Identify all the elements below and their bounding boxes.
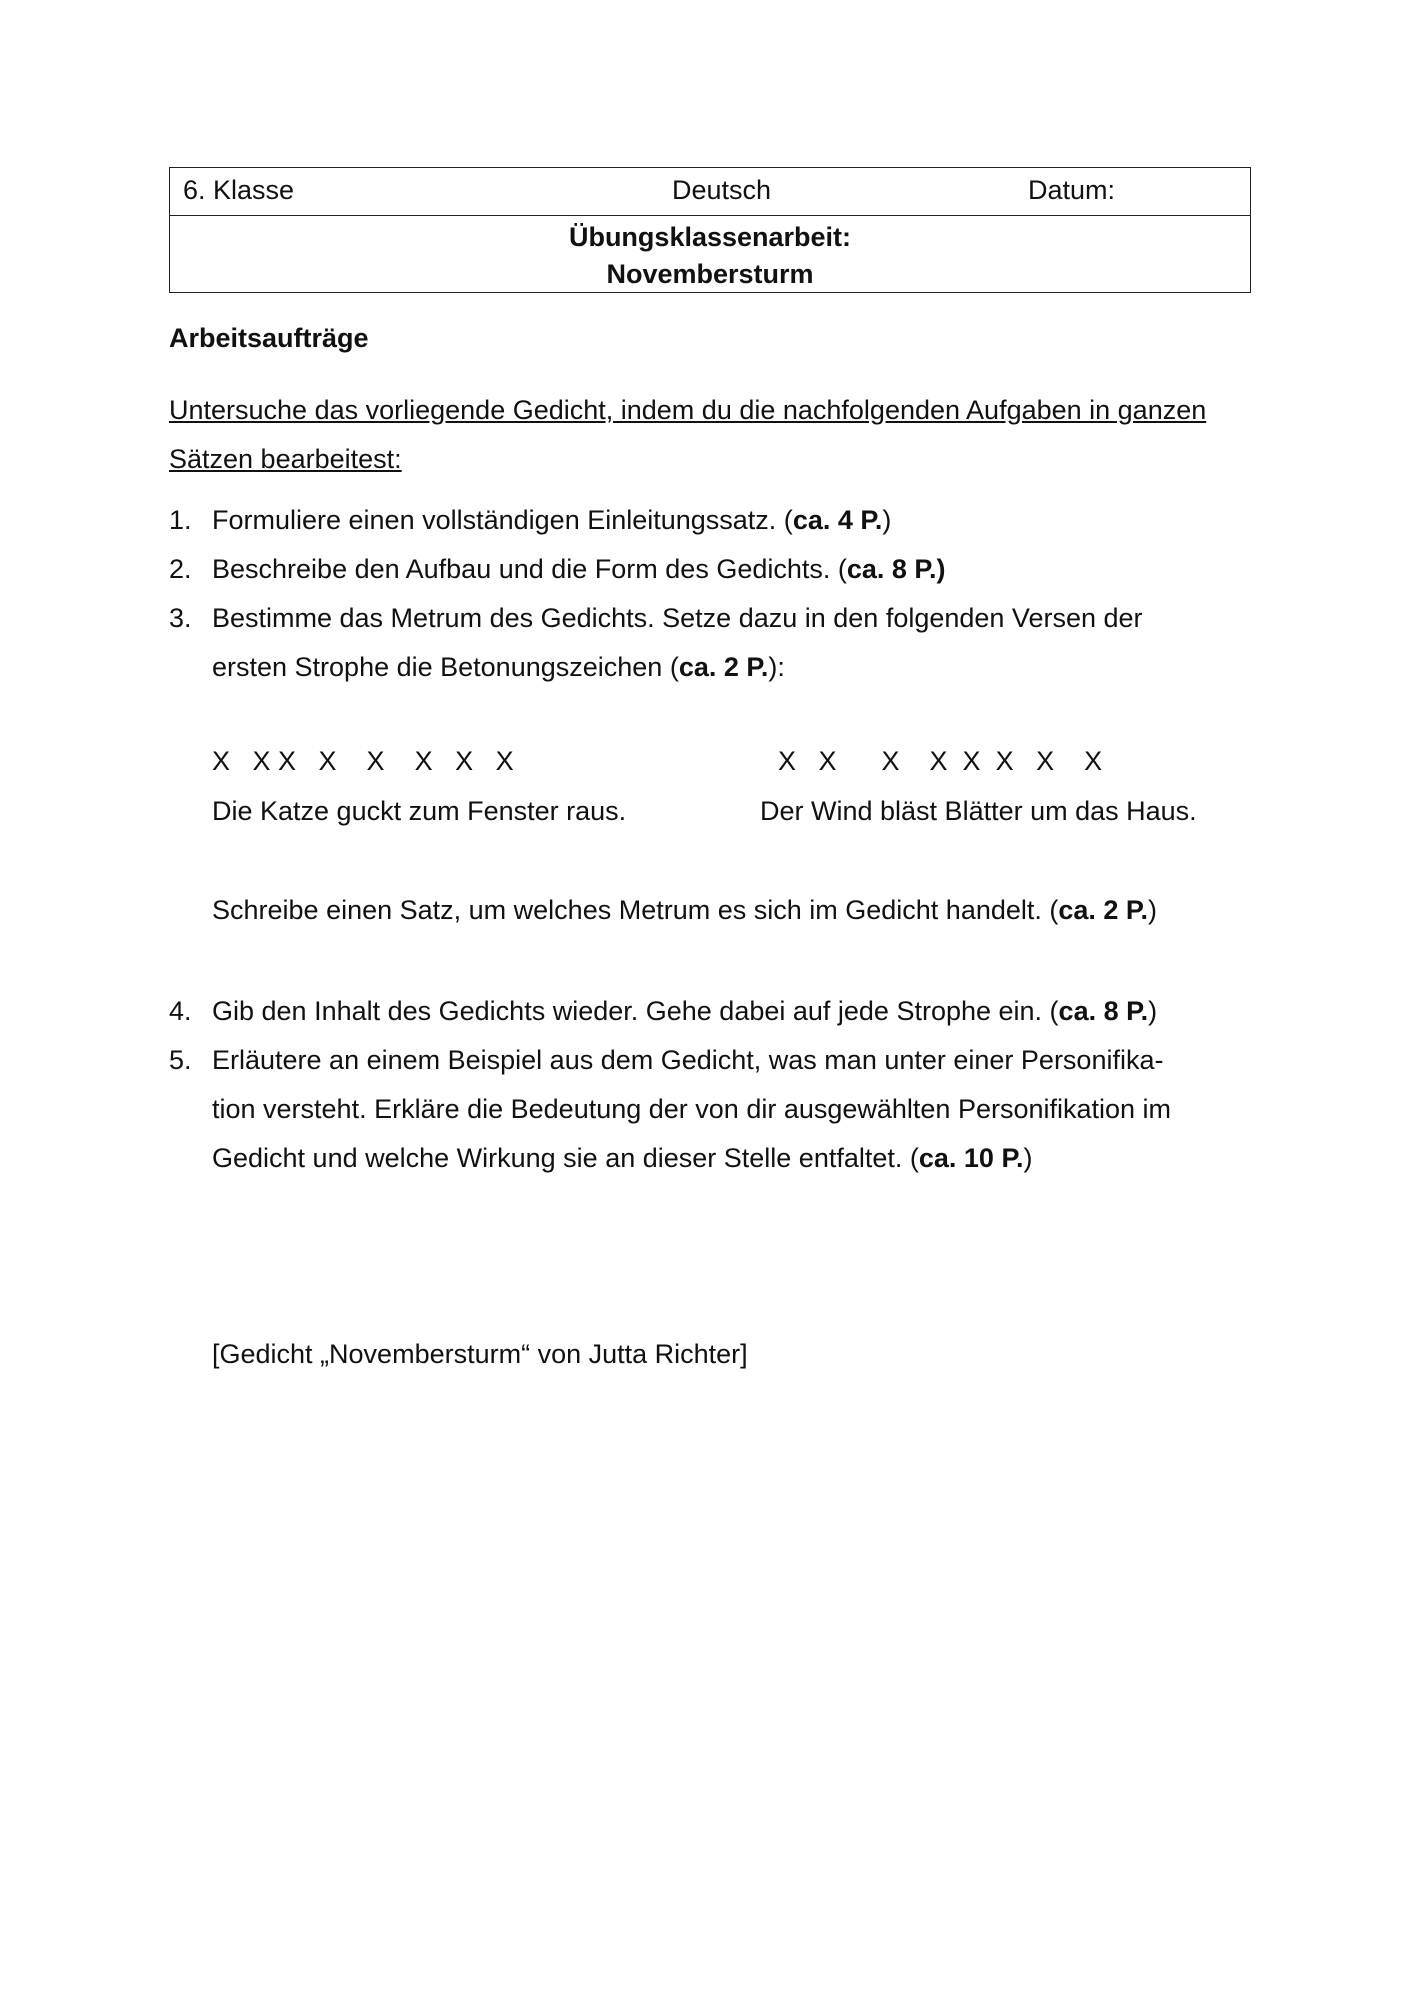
task-text-line-1: Bestimme das Metrum des Gedichts. Setze dazu in den folgenden Versen der <box>212 603 1143 633</box>
points-label: ca. 4 P. <box>792 505 883 535</box>
points-label: ca. 2 P. <box>1058 895 1148 925</box>
header-table <box>169 167 1251 293</box>
exam-subtitle: Novembersturm <box>606 259 814 289</box>
points-label: ca. 2 P. <box>678 652 769 682</box>
verse-right: Der Wind bläst Blätter um das Haus. <box>760 796 1197 826</box>
points-label: ca. 10 P. <box>918 1143 1024 1173</box>
stress-marks-right: X X X X X X X X <box>778 746 1103 776</box>
instruction-text <box>169 386 1206 484</box>
task-number: 3. <box>169 603 192 633</box>
header-title-row <box>170 216 1250 292</box>
task-number: 1. <box>169 505 192 535</box>
task-number: 4. <box>169 996 192 1026</box>
task-text-line-3: Gedicht und welche Wirkung sie an dieser Stelle entfaltet. (ca. 10 P.) <box>212 1143 1033 1173</box>
task-text-line-2: tion versteht. Erkläre die Bedeutung der von dir ausgewählten Personifikation im <box>212 1094 1172 1124</box>
subject-label: Deutsch <box>672 175 772 205</box>
task-text-line-1: Erläutere an einem Beispiel aus dem Gedicht, was man unter einer Personifika- <box>212 1045 1164 1075</box>
task-text: Formuliere einen vollständigen Einleitungssatz. (ca. 4 P.) <box>212 505 892 535</box>
instruction-line-2: Sätzen bearbeitest: <box>169 444 402 474</box>
task-3-followup: Schreibe einen Satz, um welches Metrum es sich im Gedicht handelt. (ca. 2 P.) <box>212 895 1157 925</box>
date-label: Datum: <box>1028 175 1116 205</box>
task-number: 2. <box>169 554 192 584</box>
points-label: ca. 8 P.) <box>846 554 946 584</box>
task-text: Beschreibe den Aufbau und die Form des Gedichts. (ca. 8 P.) <box>212 554 946 584</box>
section-title: Arbeitsaufträge <box>169 323 369 353</box>
poem-reference: [Gedicht „Novembersturm“ von Jutta Richter] <box>212 1339 748 1369</box>
task-text: Gib den Inhalt des Gedichts wieder. Gehe dabei auf jede Strophe ein. (ca. 8 P.) <box>212 996 1158 1026</box>
task-text-line-2: ersten Strophe die Betonungszeichen (ca. 2 P.): <box>212 652 785 682</box>
instruction-line-1: Untersuche das vorliegende Gedicht, indem du die nachfolgenden Aufgaben in ganzen <box>169 395 1207 425</box>
verse-left: Die Katze guckt zum Fenster raus. <box>212 796 627 826</box>
exam-title: Übungsklassenarbeit: <box>568 222 852 252</box>
task-number: 5. <box>169 1045 192 1075</box>
header-info-row <box>170 168 1250 216</box>
points-label: ca. 8 P. <box>1058 996 1149 1026</box>
class-label: 6. Klasse <box>183 175 295 205</box>
stress-marks-left: X X X X X X X X <box>212 746 514 776</box>
